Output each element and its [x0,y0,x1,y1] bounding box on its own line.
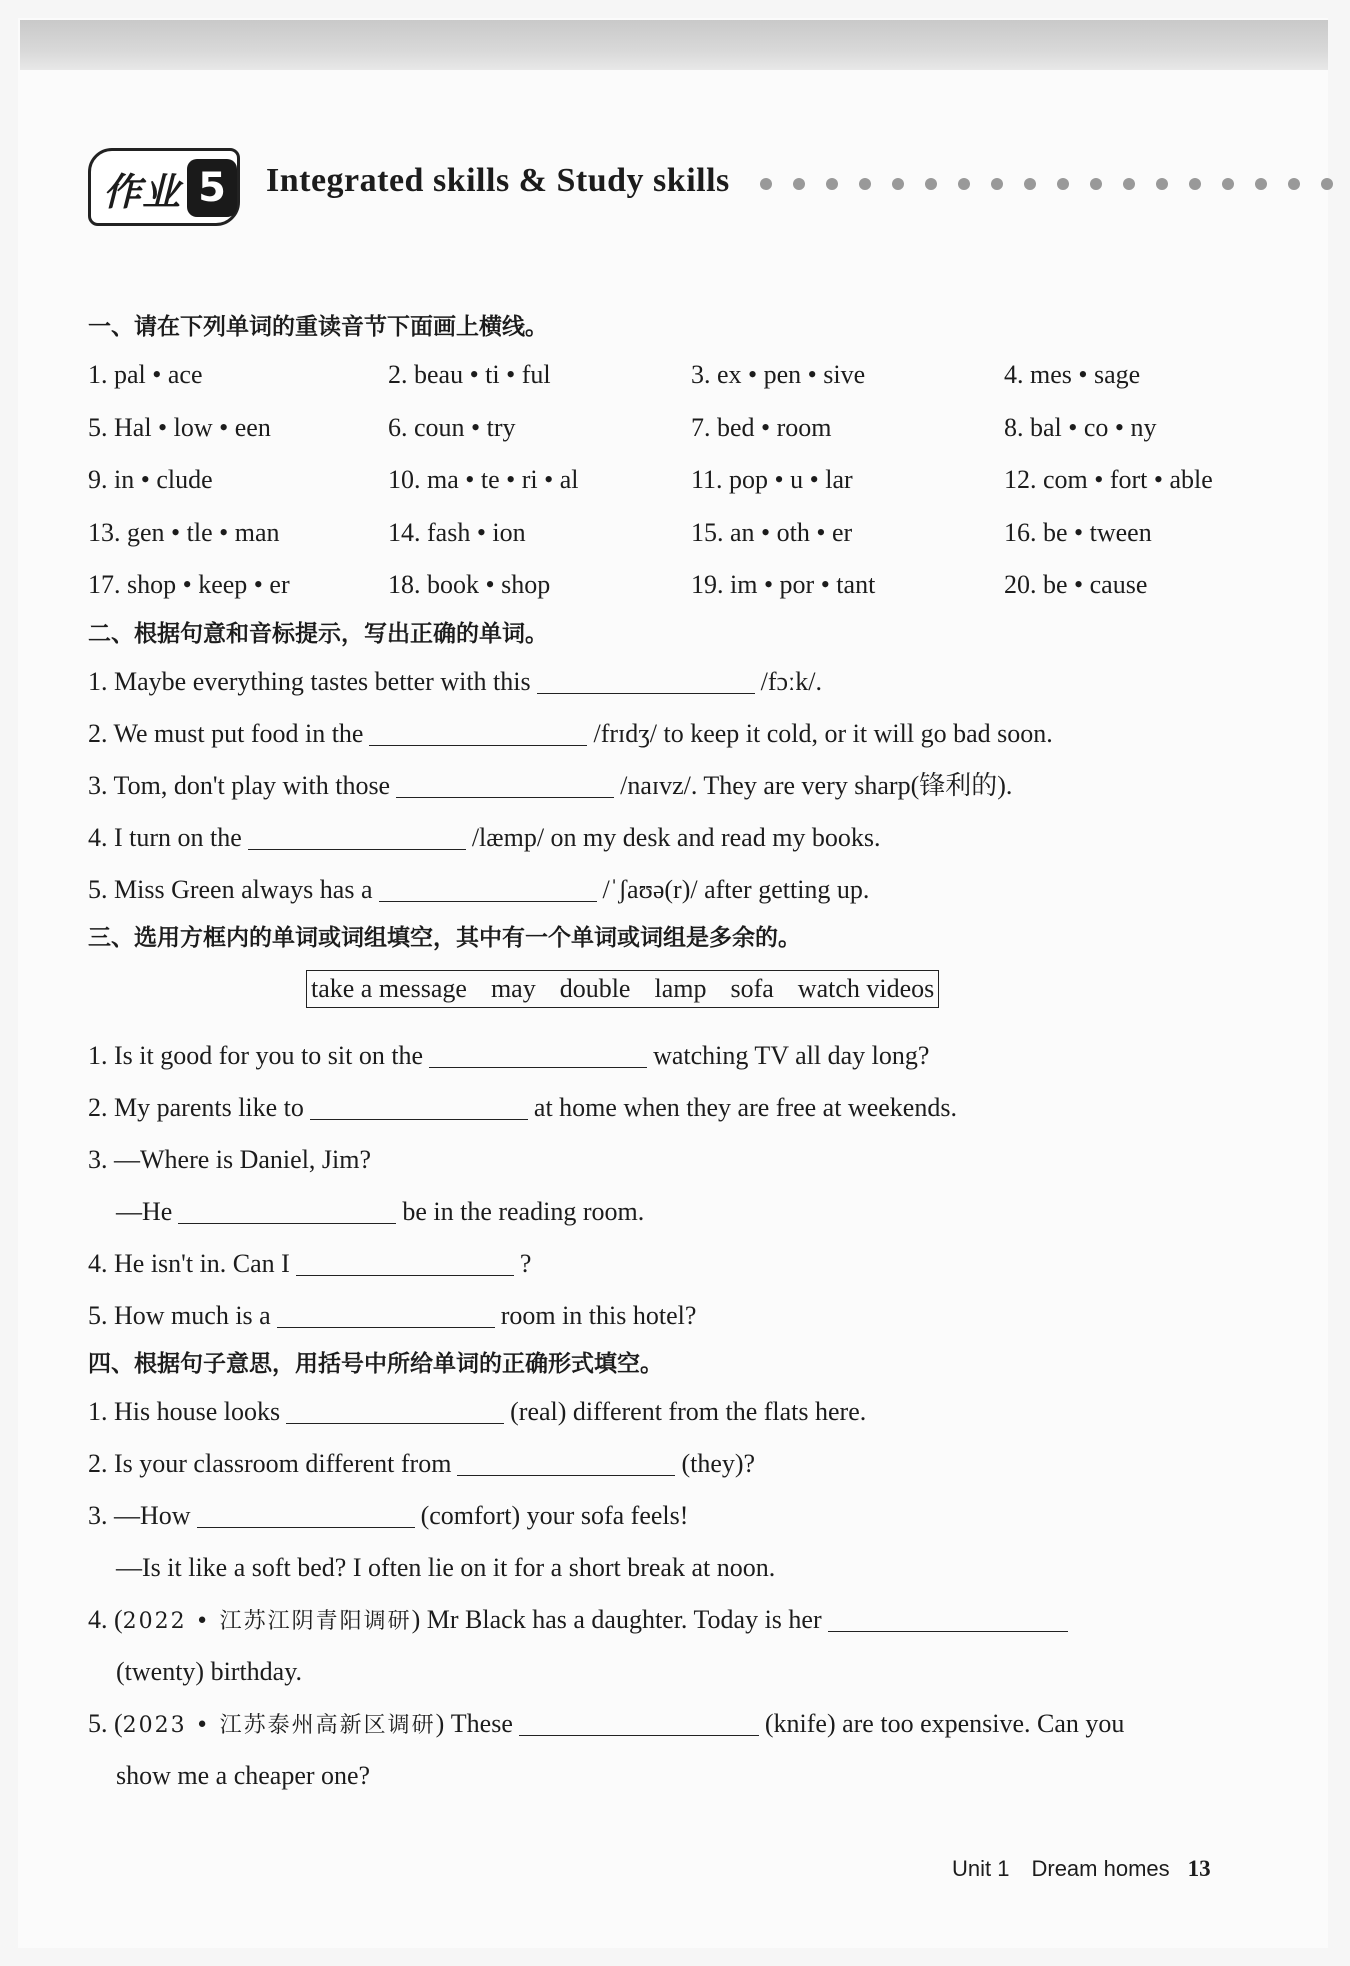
question-row: 1. Is it good for you to sit on the watching TV all day long? [88,1030,1248,1082]
unit-title: Dream homes [1031,1856,1170,1881]
syllable-item: 7. bed • room [691,412,832,442]
word-box [306,970,939,1008]
answer-blank[interactable] [537,659,755,694]
section-4-title: 四、根据句子意思，用括号中所给单词的正确形式填空。 [88,1350,663,1377]
question-row: 4. (2022 • 江苏江阴青阳调研) Mr Black has a daughter. Today is her [88,1594,1248,1646]
syllable-item: 10. ma • te • ri • al [388,465,579,494]
answer-blank[interactable] [828,1597,1068,1632]
exam-source: 2023 • 江苏泰州高新区调研 [122,1712,436,1738]
page-footer [952,1856,1211,1882]
unit-label: Unit 1 [952,1856,1010,1881]
answer-blank[interactable] [296,1241,514,1276]
word-option: may [490,973,536,1003]
syllable-item: 20. be • cause [1004,570,1148,599]
section-1-title: 一、请在下列单词的重读音节下面画上横线。 [88,314,548,340]
question-row: 4. I turn on the /læmp/ on my desk and read my books. [88,812,1248,864]
question-row: 3. —Where is Daniel, Jim? [88,1144,372,1174]
answer-blank[interactable] [519,1701,759,1736]
question-row: 1. Maybe everything tastes better with this /fɔːk/. [88,656,1248,708]
page-number: 13 [1187,1856,1211,1881]
syllable-item: 8. bal • co • ny [1004,412,1157,442]
syllable-item: 5. Hal • low • een [88,412,271,442]
badge-text: 作业 [103,170,182,214]
syllable-item: 15. an • oth • er [691,517,853,547]
section-3-title: 三、选用方框内的单词或词组填空，其中有一个单词或词组是多余的。 [88,924,801,951]
answer-blank[interactable] [197,1493,415,1528]
syllable-item: 14. fash • ion [388,517,526,547]
question-row: 5. (2023 • 江苏泰州高新区调研) These (knife) are too expensive. Can you [88,1698,1248,1750]
exam-source: 2022 • 江苏江阴青阳调研 [122,1608,412,1634]
answer-blank[interactable] [396,763,614,798]
answer-blank[interactable] [310,1085,528,1120]
answer-blank[interactable] [277,1293,495,1328]
assignment-badge [88,148,240,226]
answer-blank[interactable] [248,815,466,850]
word-option: take a message [311,973,467,1003]
question-row: show me a cheaper one? [116,1760,371,1790]
answer-blank[interactable] [178,1189,396,1224]
syllable-grid [88,349,1248,612]
header [88,148,1338,228]
question-row: 4. He isn't in. Can I ? [88,1238,1248,1290]
answer-blank[interactable] [369,711,587,746]
syllable-item: 17. shop • keep • er [88,570,290,599]
question-row: 3. —How (comfort) your sofa feels! [88,1490,1248,1542]
badge-number: 5 [187,159,237,217]
question-row: 5. Miss Green always has a /ˈʃaʊə(r)/ after getting up. [88,864,1248,916]
syllable-item: 16. be • tween [1004,517,1152,547]
syllable-item: 1. pal • ace [88,360,203,389]
question-row: —Is it like a soft bed? I often lie on it for a short break at noon. [116,1552,776,1582]
answer-blank[interactable] [286,1389,504,1424]
word-option: watch videos [797,973,935,1003]
decorative-dots [760,178,1333,190]
question-row: 3. Tom, don't play with those /naɪvz/. They are very sharp(锋利的). [88,760,1248,812]
word-option: lamp [654,973,707,1003]
syllable-item: 13. gen • tle • man [88,517,280,547]
answer-blank[interactable] [379,867,597,902]
word-option: sofa [730,973,774,1003]
syllable-item: 12. com • fort • able [1004,465,1213,494]
question-row: 2. My parents like to at home when they are free at weekends. [88,1082,1248,1134]
syllable-item: 4. mes • sage [1004,360,1141,389]
syllable-item: 2. beau • ti • ful [388,360,551,389]
syllable-item: 11. pop • u • lar [691,465,853,494]
question-row: (twenty) birthday. [116,1656,303,1686]
question-row: 1. His house looks (real) different from the flats here. [88,1386,1248,1438]
answer-blank[interactable] [429,1033,647,1068]
syllable-item: 9. in • clude [88,465,213,494]
answer-blank[interactable] [457,1441,675,1476]
exercise-content [88,305,1248,1802]
section-2-title: 二、根据句意和音标提示，写出正确的单词。 [88,620,548,647]
syllable-item: 19. im • por • tant [691,570,876,599]
word-box-row [88,960,1248,1030]
question-row: 2. We must put food in the /frɪdʒ/ to keep it cold, or it will go bad soon. [88,708,1248,760]
page-title: Integrated skills & Study skills [266,162,730,199]
question-row: —He be in the reading room. [88,1186,1248,1238]
word-option: double [559,973,631,1003]
question-row: 5. How much is a room in this hotel? [88,1290,1248,1342]
top-band [20,20,1328,70]
question-row: 2. Is your classroom different from (they)? [88,1438,1248,1490]
syllable-item: 6. coun • try [388,412,516,442]
syllable-item: 18. book • shop [388,570,551,599]
syllable-item: 3. ex • pen • sive [691,360,866,389]
